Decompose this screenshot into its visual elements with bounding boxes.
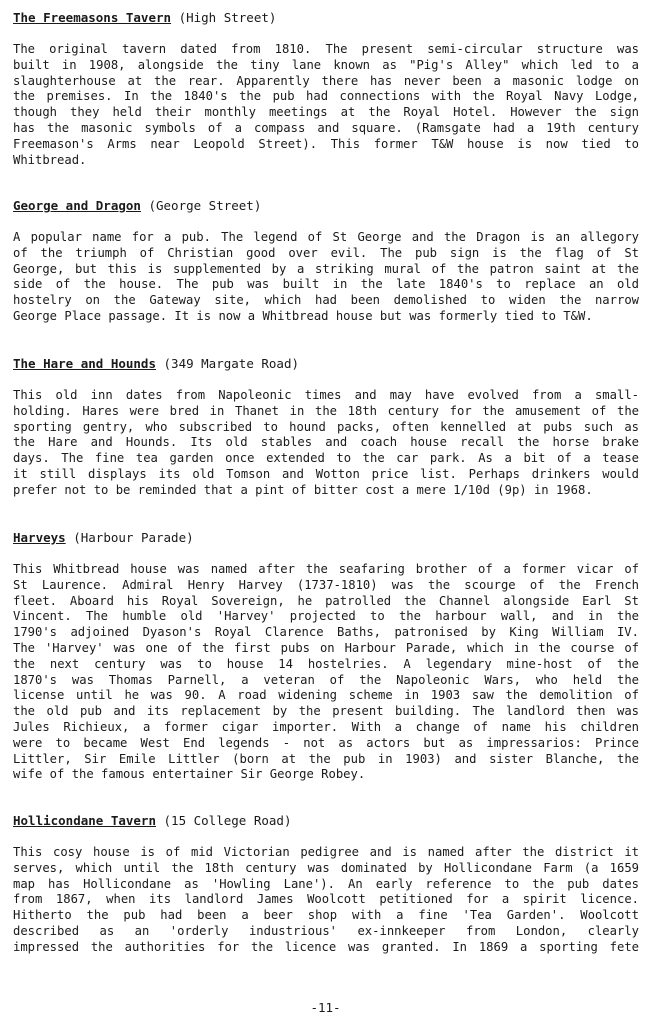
body-line: the next century was to house 14 hostelries. A legendary mine-host of the	[13, 656, 639, 671]
body-line: Vincent. The humble old 'Harvey' projected to the harbour wall, and in the	[13, 609, 639, 624]
body-line: map has Hollicondane as 'Howling Lane'). An early reference to the pub dates	[13, 876, 639, 891]
body-line: the premises. In the 1840's the pub had connections with the Royal Navy Lodge,	[13, 89, 639, 104]
body-line: built in 1908, alongside the tiny lane known as "Pig's Alley" which led to a	[13, 57, 639, 72]
body-line: A popular name for a pub. The legend of St George and the Dragon is an allegory	[13, 230, 639, 244]
entry-freemasons-tavern	[13, 10, 639, 168]
body-line: The 'Harvey' was one of the first pubs on Harbour Parade, which in the course of	[13, 640, 639, 655]
body-line: impressed the authorities for the licence was granted. In 1869 a sporting fete	[13, 939, 639, 954]
body-line: from 1867, when its landlord James Woolcott petitioned for a spirit licence.	[13, 892, 639, 907]
pub-name: Hollicondane Tavern	[13, 813, 156, 828]
body-line: it still displays its old Tomson and Wotton price list. Perhaps drinkers would	[13, 466, 639, 481]
body-line: side of the house. The pub was built in the late 1840's to replace an old	[13, 277, 639, 292]
entry-george-and-dragon	[13, 198, 639, 325]
pub-name: The Freemasons Tavern	[13, 10, 172, 25]
pub-name: George and Dragon	[13, 198, 141, 213]
body-line: Whitbread.	[13, 152, 87, 167]
entry-body	[13, 42, 639, 168]
body-line: wife of the famous entertainer Sir George Robey.	[13, 767, 366, 782]
body-line: The original tavern dated from 1810. The present semi-circular structure was	[13, 42, 639, 56]
entry-body	[13, 845, 639, 956]
body-line: 1870's was Thomas Parnell, a veteran of the Napoleonic Wars, who held the	[13, 672, 639, 687]
body-line: This Whitbread house was named after the seafaring brother of a former vicar of	[13, 562, 639, 576]
entry-hare-and-hounds	[13, 356, 639, 499]
body-line: Hitherto the pub had been a beer shop with a fine 'Tea Garden'. Woolcott	[13, 908, 639, 923]
entry-heading	[13, 10, 639, 26]
entry-heading	[13, 530, 639, 546]
entry-hollicondane-tavern	[13, 813, 639, 956]
body-line: George Place passage. It is now a Whitbread house but was formerly tied to T&W.	[13, 308, 593, 323]
body-line: the Hare and Hounds. Its old stables and coach house recall the horse brake	[13, 435, 639, 450]
pub-location: (15 College Road)	[163, 813, 292, 828]
pub-name: The Hare and Hounds	[13, 356, 156, 371]
body-line: described as an 'orderly industrious' ex-innkeeper from London, clearly	[13, 923, 639, 938]
body-line: serves, which until the 18th century was dominated by Hollicondane Farm (a 1659	[13, 860, 639, 875]
body-line: sporting gentry, who subscribed to hound packs, often kennelled at pubs such as	[13, 419, 639, 434]
body-line: of the triumph of Christian good over evil. The pub sign is the flag of St	[13, 245, 639, 260]
body-line: St Laurence. Admiral Henry Harvey (1737-1810) was the scourge of the French	[13, 577, 639, 592]
pub-location: (Harbour Parade)	[73, 530, 194, 545]
entry-body	[13, 562, 639, 783]
body-line: the old pub and its replacement by the present building. The landlord then was	[13, 704, 639, 719]
body-line: Jules Richieux, a former cigar importer. With a change of name his children	[13, 719, 639, 734]
body-line: fleet. Aboard his Royal Sovereign, he patrolled the Channel alongside Earl St	[13, 593, 639, 608]
pub-location: (George Street)	[148, 198, 262, 213]
body-line: George, but this is supplemented by a striking mural of the patron saint at the	[13, 261, 639, 276]
body-line: Freemason's Arms near Leopold Street). This former T&W house is now tied to	[13, 136, 639, 151]
body-line: has the masonic symbols of a compass and square. (Ramsgate had a 19th century	[13, 120, 639, 135]
body-line: Littler, Sir Emile Littler (born at the pub in 1903) and sister Blanche, the	[13, 751, 639, 766]
body-line: 1790's adjoined Dyason's Royal Clarence Baths, patronised by King William IV.	[13, 625, 639, 640]
body-line: slaughterhouse at the rear. Apparently there has never been a masonic lodge on	[13, 73, 639, 88]
body-line: prefer not to be reminded that a pint of bitter cost a mere 1/10d (9p) in 1968.	[13, 482, 593, 497]
pub-location: (High Street)	[178, 10, 277, 25]
entry-heading	[13, 198, 639, 214]
body-line: though they held their monthly meetings at the Royal Hotel. However the sign	[13, 105, 639, 120]
entry-heading	[13, 813, 639, 829]
body-line: hostelry on the Gateway site, which had been demolished to widen the narrow	[13, 293, 639, 308]
pub-location: (349 Margate Road)	[163, 356, 299, 371]
page-number: -11-	[310, 1000, 341, 1015]
entry-harveys	[13, 530, 639, 783]
body-line: days. The fine tea garden once extended to the car park. As a bit of a tease	[13, 451, 639, 466]
pub-name: Harveys	[13, 530, 66, 545]
entry-heading	[13, 356, 639, 372]
body-line: holding. Hares were bred in Thanet in the 18th century for the amusement of the	[13, 403, 639, 418]
body-line: This cosy house is of mid Victorian pedigree and is named after the district it	[13, 845, 639, 859]
entry-body	[13, 388, 639, 499]
body-line: license until he was 90. A road widening scheme in 1903 saw the demolition of	[13, 688, 639, 703]
body-line: were to became West End legends - not as actors but as impressarios: Prince	[13, 735, 639, 750]
body-line: This old inn dates from Napoleonic times and may have evolved from a small-	[13, 388, 639, 402]
entry-body	[13, 230, 639, 325]
